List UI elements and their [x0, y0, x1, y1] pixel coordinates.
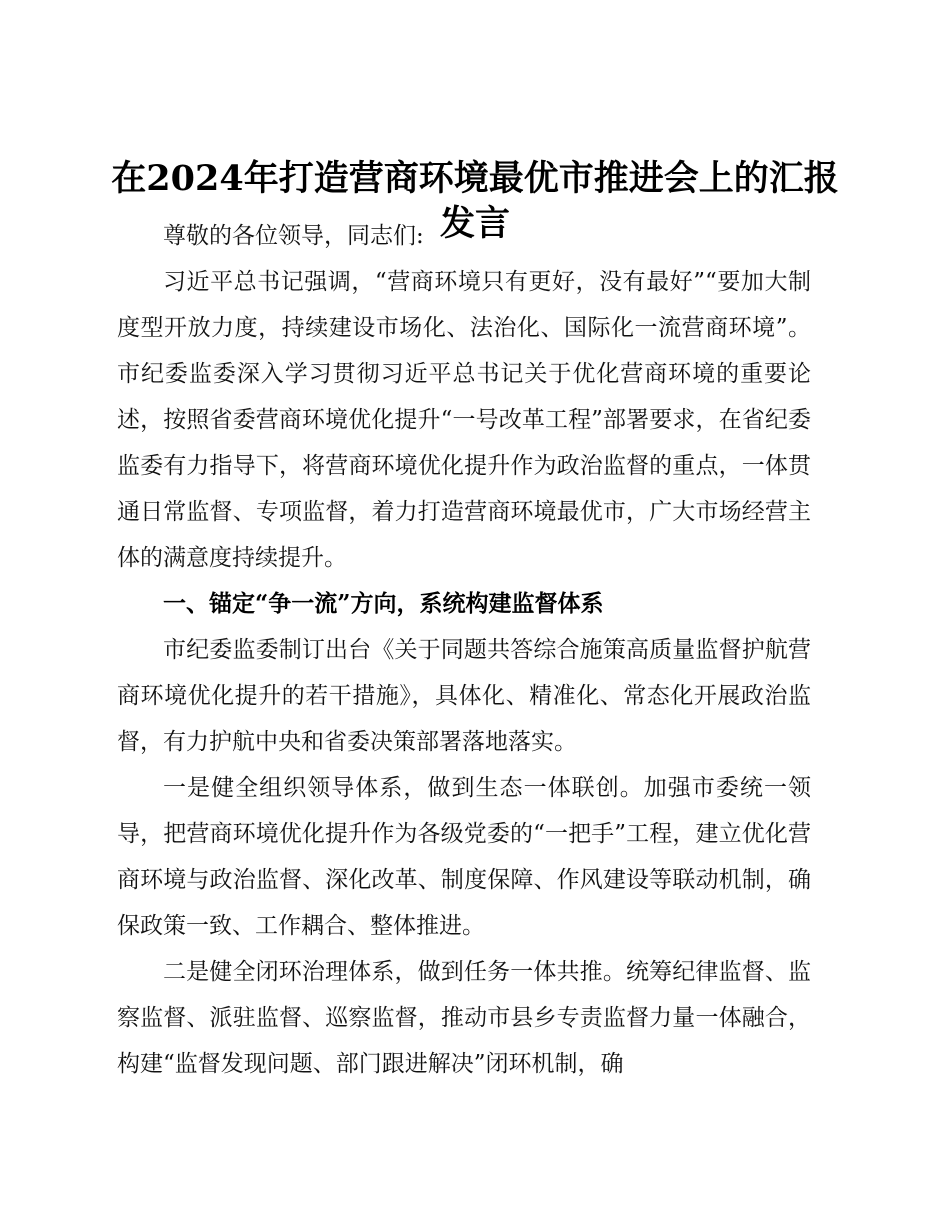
intro-paragraph: 习近平总书记强调，“营商环境只有更好，没有最好”“要加大制度型开放力度，持续建设市场化、法治化、国际化一流营商环境”。市纪委监委深入学习贯彻习近平总书记关于优化营商环境的重要论述，按照省委营商环境优化提升“一号改革工程”部署要求，在省纪委监委有力指导下，将营商环境优化提升作为政治监督的重点，一体贯通日常监督、专项监督，着力打造营商环境最优市，广大市场经营主体的满意度持续提升。 [117, 269, 811, 571]
body-paragraph: 二是健全闭环治理体系，做到任务一体共推。统筹纪律监督、监察监督、派驻监督、巡察监督，推动市县乡专责监督力量一体融合，构建“监督发现问题、部门跟进解决”闭环机制，确 [117, 959, 811, 1077]
section-heading-1: 一、锚定“争一流”方向，系统构建监督体系 [163, 590, 604, 617]
document-title: 在2024年打造营商环境最优市推进会上的汇报发言 [111, 158, 839, 245]
salutation-paragraph: 尊敬的各位领导，同志们: [163, 223, 424, 249]
body-paragraph: 一是健全组织领导体系，做到生态一体联创。加强市委统一领导，把营商环境优化提升作为各级党委的“一把手”工程，建立优化营商环境与政治监督、深化改革、制度保障、作风建设等联动机制，确保政策一致、工作耦合、整体推进。 [117, 775, 811, 939]
body-paragraph: 市纪委监委制订出台《关于同题共答综合施策高质量监督护航营商环境优化提升的若干措施》，具体化、精准化、常态化开展政治监督，有力护航中央和省委决策部署落地落实。 [117, 637, 811, 755]
document-body [117, 213, 811, 1087]
